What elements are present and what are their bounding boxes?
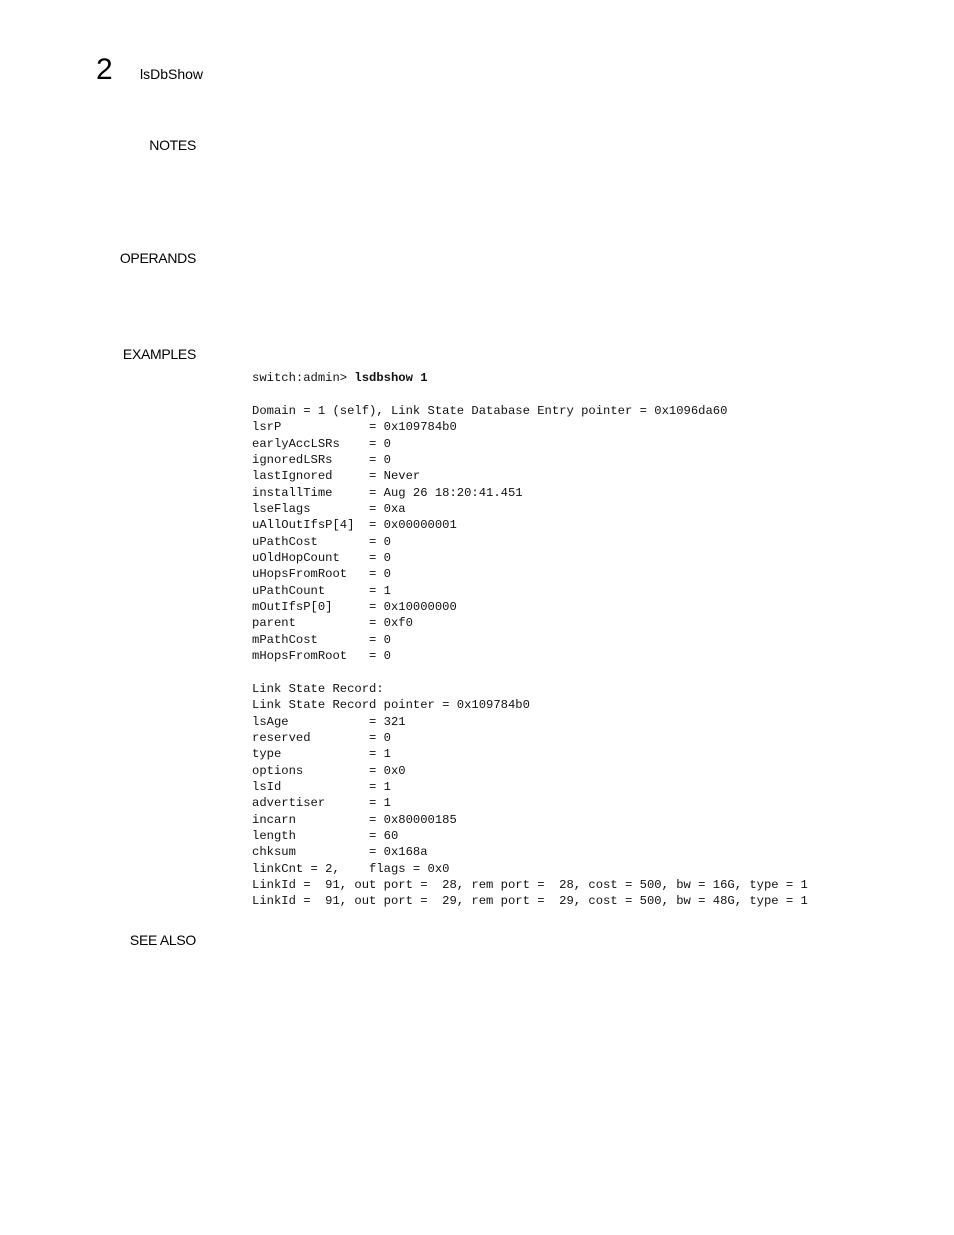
code-line: uPathCount = 1: [252, 583, 391, 598]
code-line: ignoredLSRs = 0: [252, 453, 391, 468]
code-line: Link State Record pointer = 0x109784b0: [252, 698, 530, 713]
database-entry-block: [252, 403, 727, 665]
code-line: Domain = 1 (self), Link State Database Entry pointer = 0x1096da60: [252, 404, 728, 418]
page-header-title: lsDbShow: [140, 66, 204, 82]
section-label-see-also: SEE ALSO: [129, 932, 196, 948]
code-line: mPathCost = 0: [252, 632, 391, 647]
code-line: installTime = Aug 26 18:20:41.451: [252, 485, 523, 500]
section-label-operands: OPERANDS: [119, 250, 196, 266]
code-line: mHopsFromRoot = 0: [252, 649, 391, 664]
code-line: linkCnt = 2, flags = 0x0: [252, 861, 450, 876]
section-label-notes: NOTES: [149, 137, 196, 153]
code-line: uOldHopCount = 0: [252, 551, 391, 566]
code-line: advertiser = 1: [252, 796, 391, 811]
code-line: parent = 0xf0: [252, 616, 413, 631]
code-line: lseFlags = 0xa: [252, 502, 406, 517]
code-line: uPathCost = 0: [252, 534, 391, 549]
code-line: LinkId = 91, out port = 28, rem port = 28, cost = 500, bw = 16G, type = 1: [252, 878, 808, 893]
code-line: mOutIfsP[0] = 0x10000000: [252, 600, 457, 615]
code-line: lsId = 1: [252, 780, 391, 795]
prompt-text: switch:admin>: [252, 371, 355, 385]
section-label-examples: EXAMPLES: [122, 346, 196, 362]
code-line: lsrP = 0x109784b0: [252, 420, 457, 435]
example-command-line: [252, 370, 428, 386]
chapter-number: 2: [96, 53, 113, 86]
code-line: lastIgnored = Never: [252, 469, 421, 484]
code-line: uAllOutIfsP[4] = 0x00000001: [252, 518, 457, 533]
code-line: length = 60: [252, 829, 399, 844]
code-line: uHopsFromRoot = 0: [252, 567, 391, 582]
code-line: earlyAccLSRs = 0: [252, 436, 391, 451]
code-line: type = 1: [252, 747, 391, 762]
link-state-record-block: [252, 681, 808, 910]
code-line: options = 0x0: [252, 763, 406, 778]
code-line: LinkId = 91, out port = 29, rem port = 29, cost = 500, bw = 48G, type = 1: [252, 894, 808, 909]
code-line: reserved = 0: [252, 731, 391, 746]
code-line: chksum = 0x168a: [252, 845, 428, 860]
command-text: lsdbshow 1: [354, 371, 428, 385]
code-line: incarn = 0x80000185: [252, 812, 457, 827]
code-line: lsAge = 321: [252, 714, 406, 729]
code-line: Link State Record:: [252, 682, 384, 696]
